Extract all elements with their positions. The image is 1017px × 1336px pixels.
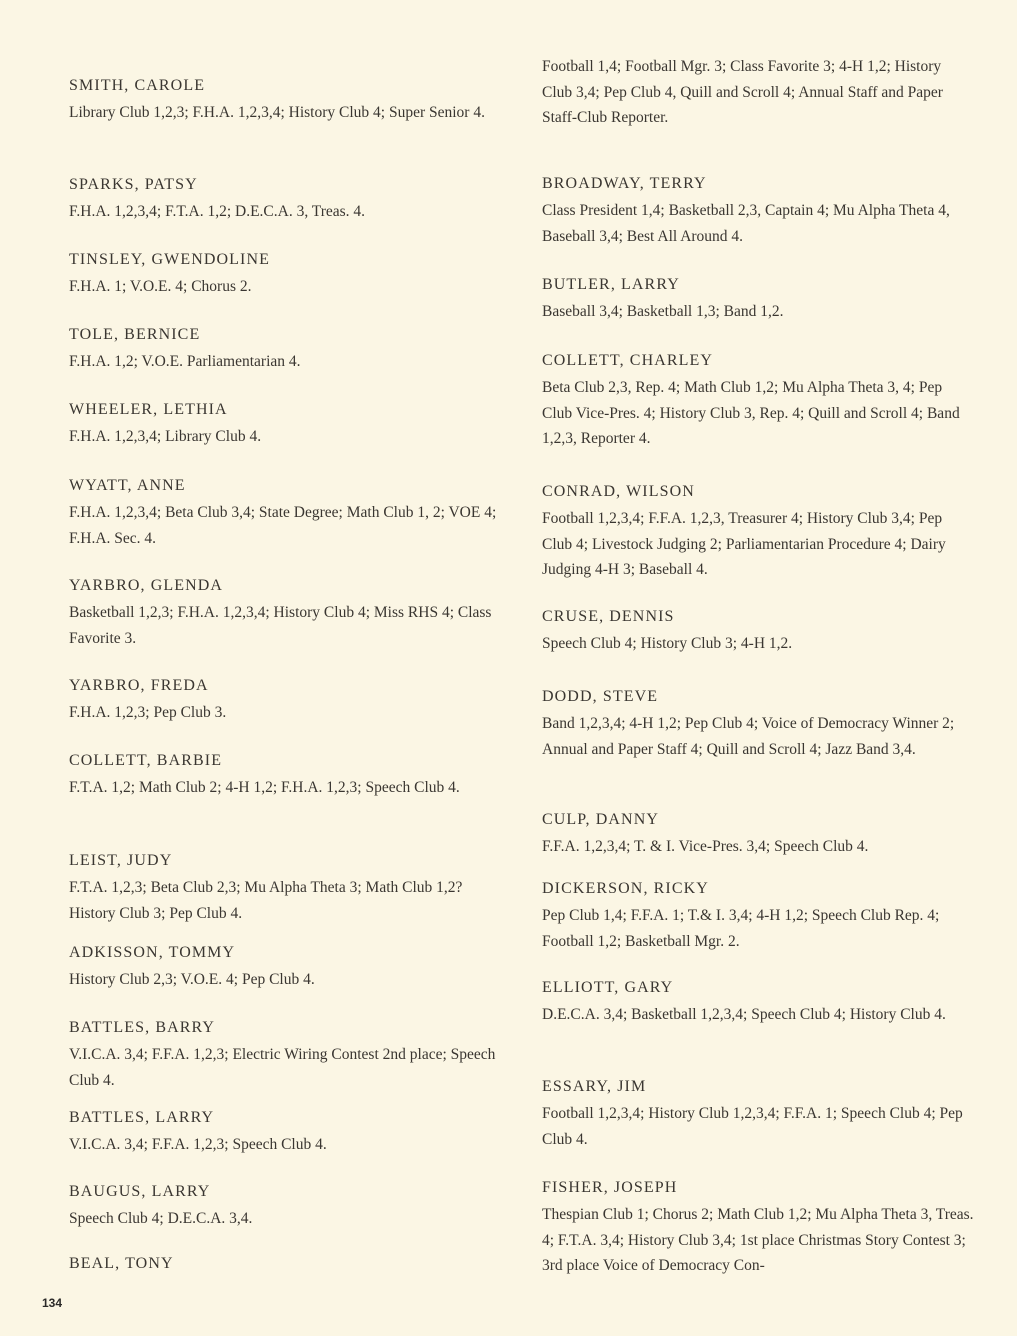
student-name: TINSLEY, GWENDOLINE <box>69 251 271 268</box>
student-activities: F.H.A. 1,2,3,4; Beta Club 3,4; State Degree; Math Club 1, 2; VOE 4; F.H.A. Sec. 4. <box>69 504 497 547</box>
student-entry <box>542 1178 974 1279</box>
student-name: ESSARY, JIM <box>542 1078 647 1095</box>
student-name: CRUSE, DENNIS <box>542 608 675 625</box>
student-entry <box>69 676 509 726</box>
student-entry <box>542 275 974 325</box>
student-entry <box>542 482 974 583</box>
student-activities: Band 1,2,3,4; 4-H 1,2; Pep Club 4; Voice of Democracy Winner 2; Annual and Paper Staff 4; Quill and Scroll 4; Jazz Band 3,4. <box>542 715 955 758</box>
student-entry <box>542 1077 974 1152</box>
student-activities: V.I.C.A. 3,4; F.F.A. 1,2,3; Electric Wiring Contest 2nd place; Speech Club 4. <box>69 1046 496 1089</box>
student-entry <box>542 607 974 657</box>
student-name: ELLIOTT, GARY <box>542 979 674 996</box>
student-activities: D.E.C.A. 3,4; Basketball 1,2,3,4; Speech Club 4; History Club 4. <box>542 1006 946 1023</box>
student-entry-continued <box>542 50 974 131</box>
student-name: COLLETT, BARBIE <box>69 752 223 769</box>
student-activities: F.H.A. 1,2,3; Pep Club 3. <box>69 704 227 721</box>
student-activities: Basketball 1,2,3; F.H.A. 1,2,3,4; History Club 4; Miss RHS 4; Class Favorite 3. <box>69 604 492 647</box>
student-entry <box>69 250 509 300</box>
student-activities: Beta Club 2,3, Rep. 4; Math Club 1,2; Mu Alpha Theta 3, 4; Pep Club Vice-Pres. 4; History Club 3, Rep. 4; Quill and Scroll 4; Band 1,2,3, Reporter 4. <box>542 379 960 447</box>
student-name: CULP, DANNY <box>542 811 659 828</box>
student-entry <box>69 325 509 375</box>
student-entry <box>542 687 974 762</box>
student-name: SPARKS, PATSY <box>69 176 198 193</box>
student-entry <box>69 76 509 126</box>
student-entry <box>69 1182 509 1232</box>
student-entry <box>542 351 974 452</box>
page-number: 134 <box>42 1296 63 1310</box>
student-activities: F.H.A. 1,2,3,4; F.T.A. 1,2; D.E.C.A. 3, Treas. 4. <box>69 203 366 220</box>
student-activities: V.I.C.A. 3,4; F.F.A. 1,2,3; Speech Club 4. <box>69 1136 327 1153</box>
student-entry <box>69 400 509 450</box>
student-name: FISHER, JOSEPH <box>542 1179 678 1196</box>
student-name: BUTLER, LARRY <box>542 276 680 293</box>
student-activities: Speech Club 4; History Club 3; 4-H 1,2. <box>542 635 793 652</box>
student-activities: F.H.A. 1,2,3,4; Library Club 4. <box>69 428 262 445</box>
student-name: COLLETT, CHARLEY <box>542 352 714 369</box>
student-activities: Football 1,2,3,4; History Club 1,2,3,4; F.F.A. 1; Speech Club 4; Pep Club 4. <box>542 1105 963 1148</box>
student-name: YARBRO, GLENDA <box>69 577 224 594</box>
student-entry <box>542 810 974 860</box>
student-entry <box>69 576 509 651</box>
student-name: BAUGUS, LARRY <box>69 1183 211 1200</box>
student-entry <box>69 1018 509 1093</box>
student-entry <box>542 978 974 1028</box>
student-name: BROADWAY, TERRY <box>542 175 707 192</box>
student-entry <box>69 476 509 551</box>
student-activities: F.H.A. 1,2; V.O.E. Parliamentarian 4. <box>69 353 301 370</box>
student-entry <box>69 1254 509 1278</box>
student-entry <box>542 879 974 954</box>
student-name: DODD, STEVE <box>542 688 659 705</box>
student-entry <box>69 1108 509 1158</box>
student-entry <box>69 943 509 993</box>
student-name: BATTLES, LARRY <box>69 1109 215 1126</box>
student-activities: Class President 1,4; Basketball 2,3, Captain 4; Mu Alpha Theta 4, Baseball 3,4; Best All Around 4. <box>542 202 950 245</box>
student-name: BEAL, TONY <box>69 1255 174 1272</box>
student-activities: F.H.A. 1; V.O.E. 4; Chorus 2. <box>69 278 252 295</box>
student-name: ADKISSON, TOMMY <box>69 944 236 961</box>
student-activities: Thespian Club 1; Chorus 2; Math Club 1,2; Mu Alpha Theta 3, Treas. 4; F.T.A. 3,4; History Club 3,4; 1st place Christmas Story Contest 3; 3rd place Voice of Democracy Con- <box>542 1206 974 1274</box>
student-activities: F.T.A. 1,2; Math Club 2; 4-H 1,2; F.H.A. 1,2,3; Speech Club 4. <box>69 779 460 796</box>
student-activities: Pep Club 1,4; F.F.A. 1; T.& I. 3,4; 4-H 1,2; Speech Club Rep. 4; Football 1,2; Basketball Mgr. 2. <box>542 907 940 950</box>
student-name: BATTLES, BARRY <box>69 1019 216 1036</box>
student-activities: Library Club 1,2,3; F.H.A. 1,2,3,4; History Club 4; Super Senior 4. <box>69 104 485 121</box>
student-activities: F.T.A. 1,2,3; Beta Club 2,3; Mu Alpha Theta 3; Math Club 1,2? History Club 3; Pep Club 4. <box>69 879 463 922</box>
student-entry <box>69 851 509 926</box>
student-name: LEIST, JUDY <box>69 852 173 869</box>
student-name: WHEELER, LETHIA <box>69 401 228 418</box>
student-name: SMITH, CAROLE <box>69 77 206 94</box>
student-activities: F.F.A. 1,2,3,4; T. & I. Vice-Pres. 3,4; Speech Club 4. <box>542 838 869 855</box>
student-entry <box>542 174 974 249</box>
student-name: TOLE, BERNICE <box>69 326 201 343</box>
student-entry <box>69 175 509 225</box>
student-name: CONRAD, WILSON <box>542 483 695 500</box>
student-activities: History Club 2,3; V.O.E. 4; Pep Club 4. <box>69 971 315 988</box>
student-entry <box>69 751 509 801</box>
student-activities: Football 1,2,3,4; F.F.A. 1,2,3, Treasurer 4; History Club 3,4; Pep Club 4; Livestock Judging 2; Parliamentarian Procedure 4; Dairy Judging 4-H 3; Baseball 4. <box>542 510 946 578</box>
student-name: WYATT, ANNE <box>69 477 186 494</box>
student-name: YARBRO, FREDA <box>69 677 209 694</box>
student-activities: Football 1,4; Football Mgr. 3; Class Favorite 3; 4-H 1,2; History Club 3,4; Pep Club 4, Quill and Scroll 4; Annual Staff and Paper Staff-Club Reporter. <box>542 58 943 126</box>
student-activities: Speech Club 4; D.E.C.A. 3,4. <box>69 1210 253 1227</box>
student-activities: Baseball 3,4; Basketball 1,3; Band 1,2. <box>542 303 784 320</box>
student-name: DICKERSON, RICKY <box>542 880 709 897</box>
